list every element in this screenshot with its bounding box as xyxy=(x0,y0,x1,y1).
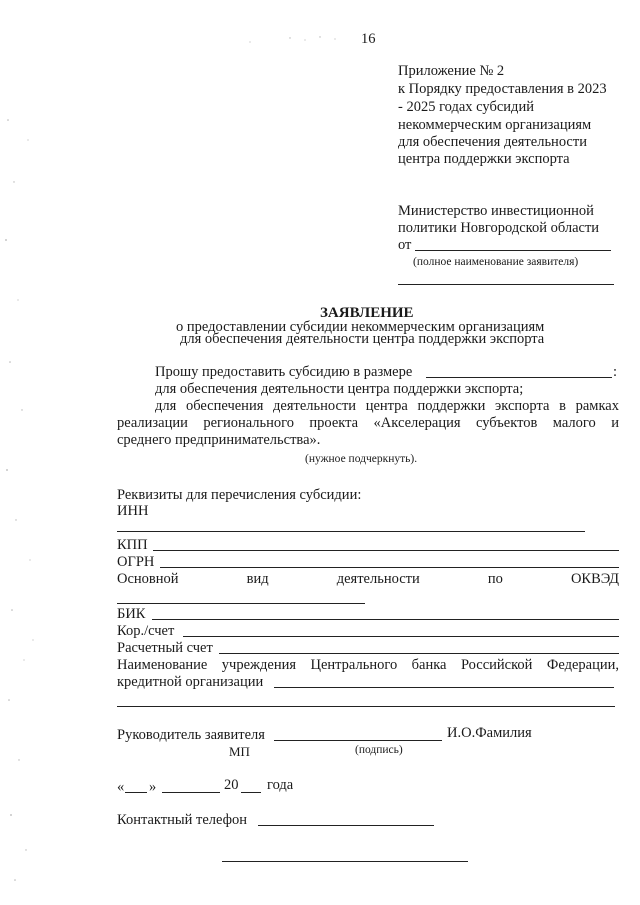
request-line: Прошу предоставить субсидию в размере xyxy=(155,364,413,380)
purpose-option-2-cont: реализации регионального проекта «Акселерация субъектов малого и xyxy=(117,415,619,431)
bank-label: Наименование учреждения Центрального банка Российской Федерации, xyxy=(117,657,619,673)
applicant-name-hint: (полное наименование заявителя) xyxy=(413,256,579,268)
document-subtitle: для обеспечения деятельности центра поддержки экспорта xyxy=(180,331,545,347)
account-label: Расчетный счет xyxy=(117,640,213,656)
ogrn-field[interactable] xyxy=(160,567,619,568)
purpose-option-2[interactable]: для обеспечения деятельности центра поддержки экспорта в рамках xyxy=(155,398,619,414)
subsidy-amount-field[interactable] xyxy=(426,377,612,378)
bank-name-field[interactable] xyxy=(274,687,614,688)
date-year-prefix: 20 xyxy=(224,777,239,793)
purpose-option-1[interactable]: для обеспечения деятельности центра поддержки экспорта; xyxy=(155,381,524,397)
head-label: Руководитель заявителя xyxy=(117,727,265,743)
stamp-label: МП xyxy=(229,744,250,759)
bik-label: БИК xyxy=(117,606,146,622)
underline-hint: (нужное подчеркнуть). xyxy=(305,453,418,465)
from-label: от xyxy=(398,237,412,253)
inn-field[interactable] xyxy=(117,531,585,532)
applicant-name-field-2[interactable] xyxy=(398,284,614,285)
bik-field[interactable] xyxy=(152,619,619,620)
kpp-label: КПП xyxy=(117,537,148,553)
applicant-name-field[interactable] xyxy=(415,250,611,251)
signature-field[interactable] xyxy=(274,740,442,741)
date-open-quote: « xyxy=(117,779,125,795)
kor-account-label: Кор./счет xyxy=(117,623,175,639)
date-close-quote: » xyxy=(149,779,157,795)
bank-label-cont: кредитной организации xyxy=(117,674,264,690)
date-year-field[interactable] xyxy=(241,792,261,793)
date-month-field[interactable] xyxy=(162,792,220,793)
okved-label: Основной вид деятельности по ОКВЭД xyxy=(117,571,619,587)
closing-rule xyxy=(222,861,468,862)
signature-hint: (подпись) xyxy=(355,744,403,756)
head-name: И.О.Фамилия xyxy=(447,725,532,741)
document-subtitle: о предоставлении субсидии некоммерческим организациям xyxy=(176,319,545,335)
page-number: 16 xyxy=(361,31,376,47)
appendix-line: для обеспечения деятельности xyxy=(398,134,587,150)
addressee-line: политики Новгородской области xyxy=(398,220,600,236)
ogrn-label: ОГРН xyxy=(117,554,155,570)
contact-label: Контактный телефон xyxy=(117,812,248,828)
appendix-line: Приложение № 2 xyxy=(398,63,505,79)
document-title: ЗАЯВЛЕНИЕ xyxy=(320,305,414,321)
appendix-line: к Порядку предоставления в 2023 xyxy=(398,81,607,97)
inn-label: ИНН xyxy=(117,503,149,519)
date-year-suffix: года xyxy=(267,777,294,793)
account-field[interactable] xyxy=(219,653,619,654)
purpose-option-2-end: среднего предпринимательства». xyxy=(117,432,321,448)
request-colon: : xyxy=(613,364,618,380)
kor-account-field[interactable] xyxy=(183,636,619,637)
date-day-field[interactable] xyxy=(125,792,147,793)
addressee-line: Министерство инвестиционной xyxy=(398,203,594,219)
appendix-line: - 2025 годах субсидий xyxy=(398,99,534,115)
kpp-field[interactable] xyxy=(153,550,619,551)
appendix-line: центра поддержки экспорта xyxy=(398,151,570,167)
contact-phone-field[interactable] xyxy=(258,825,434,826)
bank-name-field-2[interactable] xyxy=(117,706,615,707)
okved-field[interactable] xyxy=(117,603,365,604)
appendix-line: некоммерческим организациям xyxy=(398,117,592,133)
requisites-heading: Реквизиты для перечисления субсидии: xyxy=(117,487,362,503)
